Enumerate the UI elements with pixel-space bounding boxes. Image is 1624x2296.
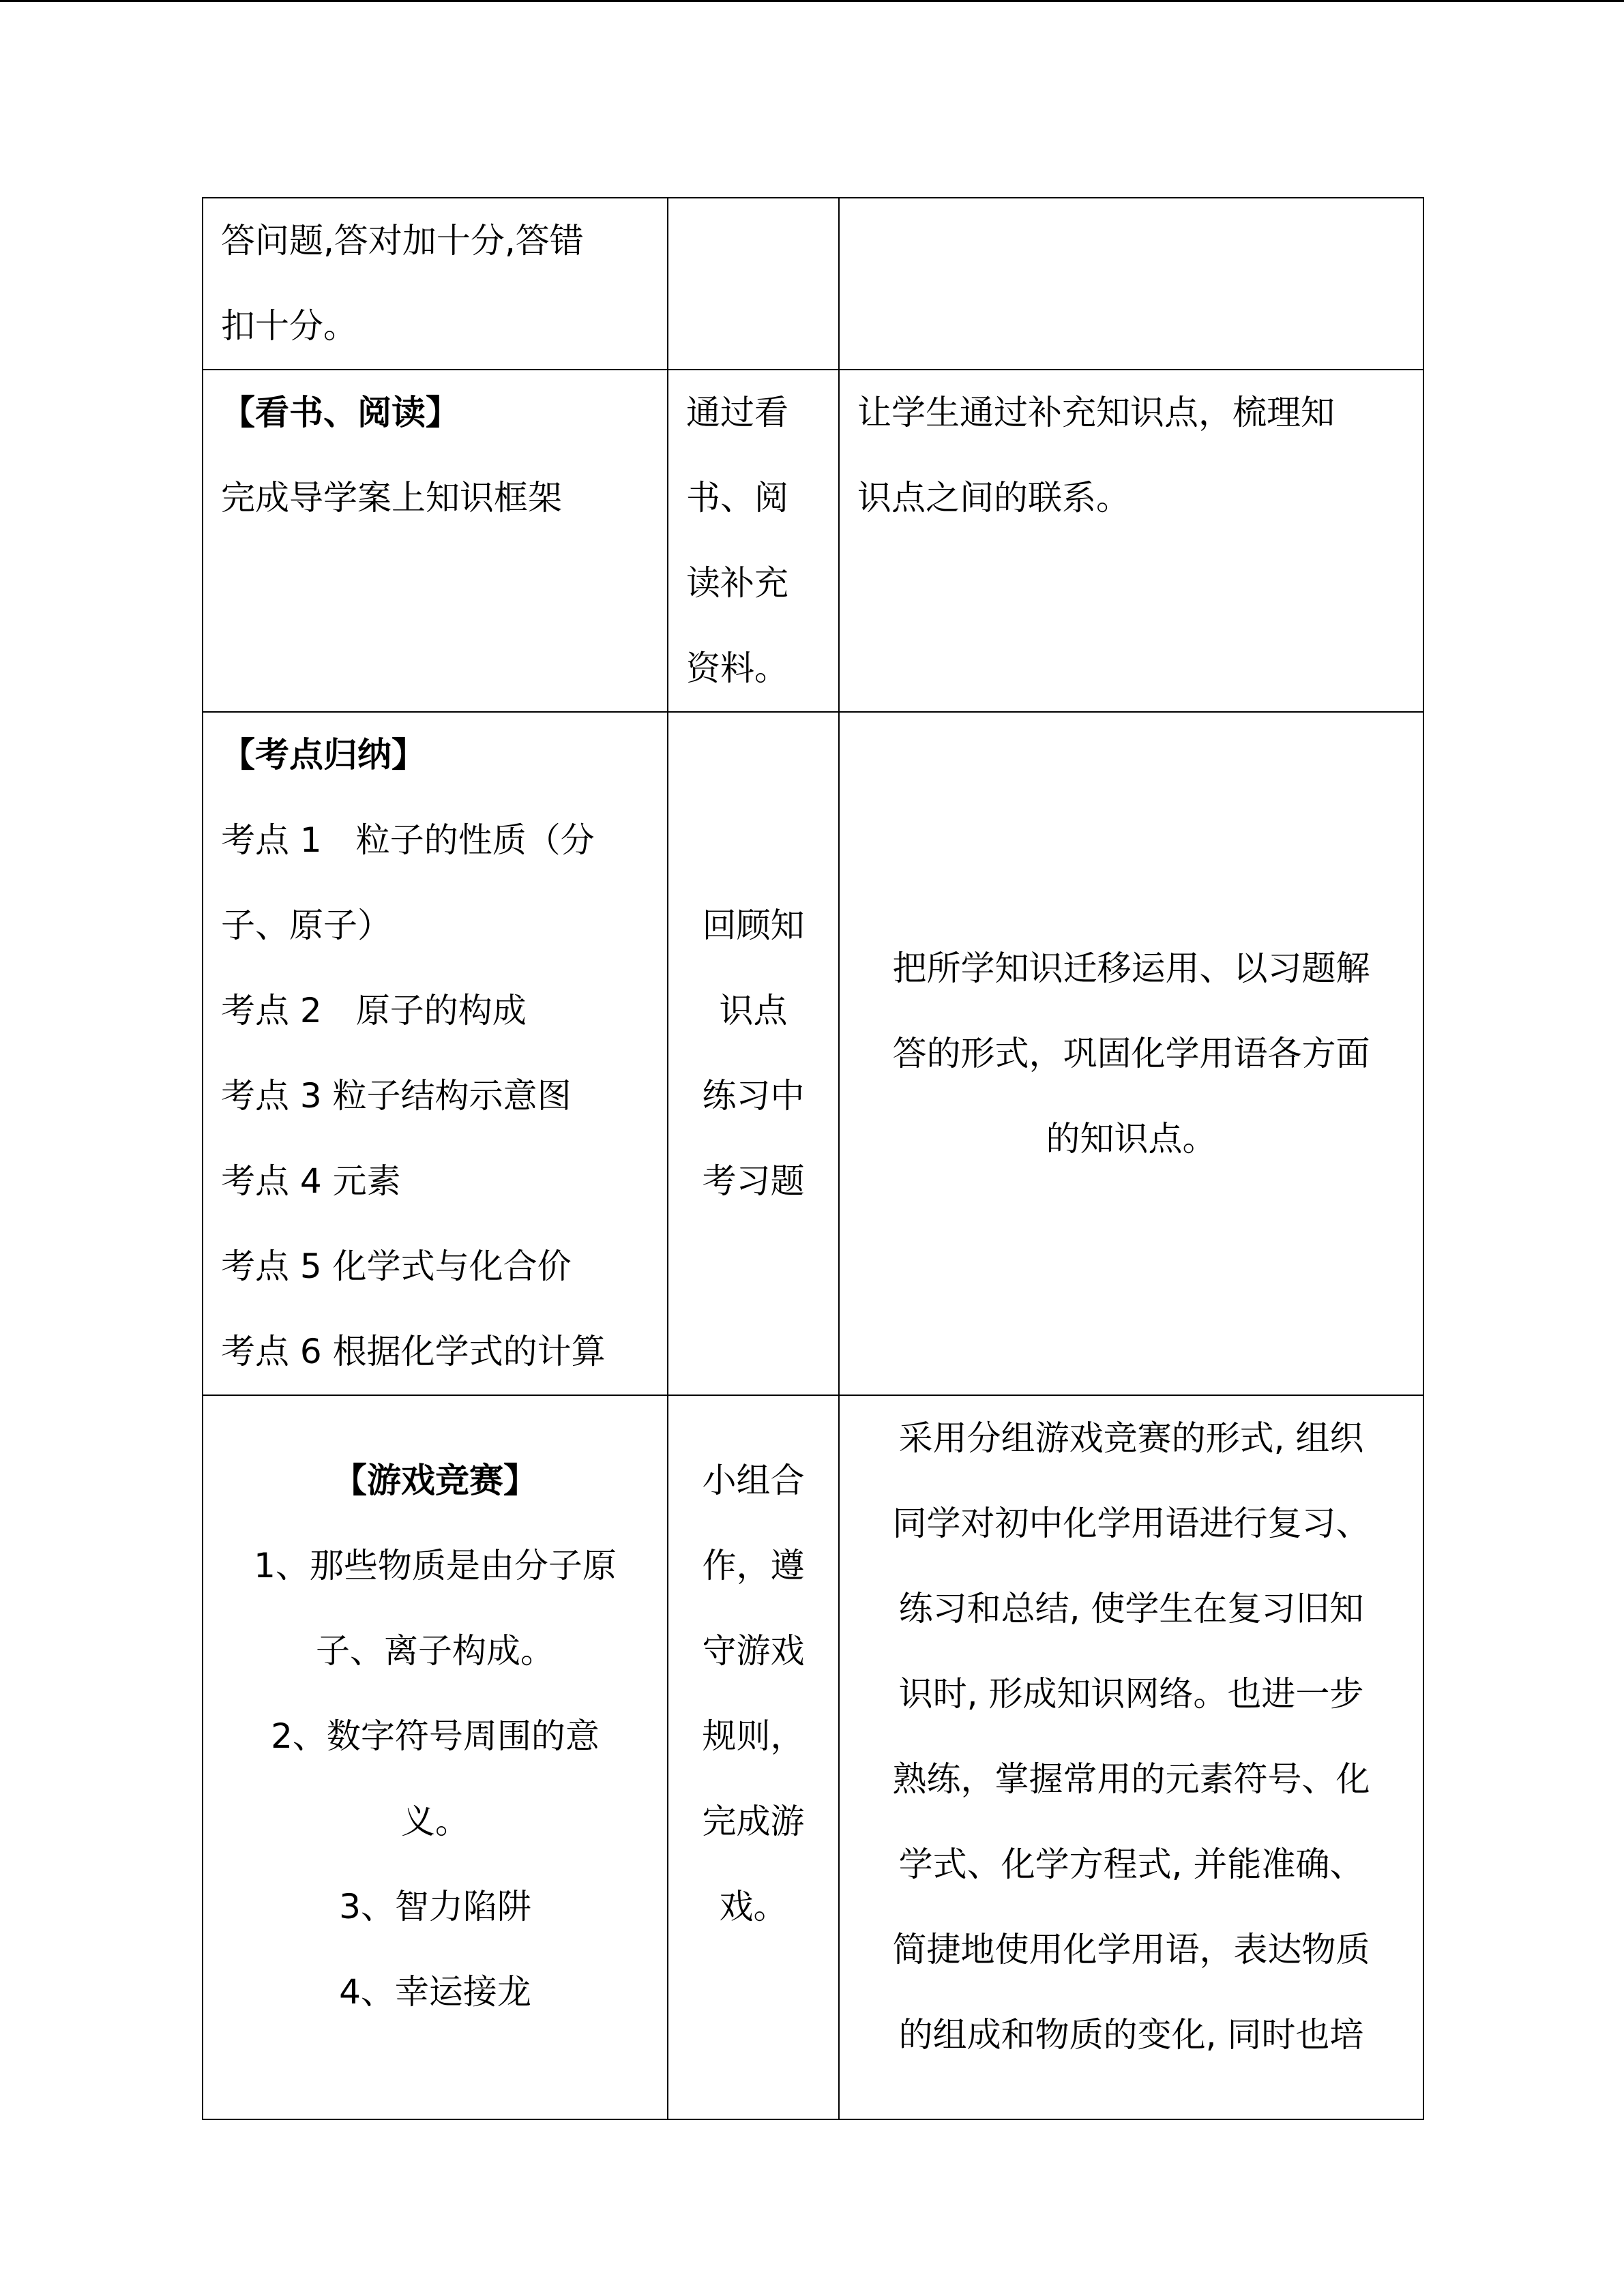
text-line: 考点 6 根据化学式的计算 xyxy=(221,1332,606,1371)
text-line: 小组合 xyxy=(702,1461,805,1500)
table-row-game xyxy=(203,1395,1423,2119)
text-line: 考点 5 化学式与化合价 xyxy=(221,1247,572,1286)
text-line: 考点 3 粒子结构示意图 xyxy=(221,1076,572,1116)
section-heading-game: 【游戏竞赛】 xyxy=(333,1461,537,1500)
text-line: 熟练，掌握常用的元素符号、化 xyxy=(892,1759,1370,1799)
cell-student-activity xyxy=(668,370,839,712)
text-line: 书、阅 xyxy=(686,478,788,518)
text-line: 考点 4 元素 xyxy=(221,1161,401,1201)
text-line: 通过看 xyxy=(686,393,788,432)
cell-teacher-activity xyxy=(203,370,668,712)
text-line: 4、幸运接龙 xyxy=(339,1972,531,2012)
text-line: 的知识点。 xyxy=(1046,1118,1217,1159)
text-line: 考点 1 粒子的性质（分 xyxy=(221,820,595,860)
text-line: 资料。 xyxy=(686,648,788,688)
text-line: 的组成和物质的变化, 同时也培 xyxy=(898,2015,1364,2055)
text-line: 子、离子构成。 xyxy=(316,1631,555,1671)
section-heading-key-points: 【考点归纳】 xyxy=(221,735,426,775)
text-line: 识时, 形成知识网络。也进一步 xyxy=(898,1674,1364,1714)
text-line: 读补充 xyxy=(686,563,788,603)
text-line: 同学对初中化学用语进行复习、 xyxy=(892,1504,1370,1543)
text-line: 戏。 xyxy=(719,1887,788,1926)
text-line: 学式、化学方程式, 并能准确、 xyxy=(898,1845,1364,1884)
text-line: 把所学知识迁移运用、以习题解 xyxy=(892,948,1370,988)
text-line: 答问题,答对加十分,答错 xyxy=(221,221,584,260)
text-line: 识点 xyxy=(719,991,788,1030)
text-line: 子、原子） xyxy=(221,906,392,945)
cell-student-activity xyxy=(668,712,839,1395)
table-row-key-points xyxy=(203,712,1423,1395)
text-line: 识点之间的联系。 xyxy=(857,478,1130,518)
text-line: 采用分组游戏竞赛的形式, 组织 xyxy=(898,1418,1364,1458)
cell-design-intent xyxy=(839,370,1423,712)
text-line: 考习题 xyxy=(702,1161,805,1201)
cell-design-intent xyxy=(839,198,1423,370)
text-line: 2、数字符号周围的意 xyxy=(271,1716,600,1756)
cell-teacher-activity xyxy=(203,1395,668,2119)
section-heading-reading: 【看书、阅读】 xyxy=(221,393,460,432)
lesson-plan-table xyxy=(202,197,1424,2120)
text-line: 让学生通过补充知识点，梳理知 xyxy=(857,393,1335,432)
cell-design-intent xyxy=(839,712,1423,1395)
text-line: 完成游 xyxy=(702,1802,805,1841)
cell-student-activity xyxy=(668,1395,839,2119)
text-line: 回顾知 xyxy=(702,906,805,945)
cell-teacher-activity xyxy=(203,712,668,1395)
text-line: 作，遵 xyxy=(702,1546,805,1585)
table-row-reading xyxy=(203,370,1423,712)
cell-teacher-activity xyxy=(203,198,668,370)
text-line: 练习和总结, 使学生在复习旧知 xyxy=(898,1589,1364,1628)
text-line: 简捷地使用化学用语，表达物质 xyxy=(892,1930,1370,1969)
text-line: 完成导学案上知识框架 xyxy=(221,478,562,518)
cell-student-activity xyxy=(668,198,839,370)
text-line: 练习中 xyxy=(702,1076,805,1116)
text-line: 义。 xyxy=(401,1802,469,1841)
text-line: 答的形式，巩固化学用语各方面 xyxy=(892,1033,1370,1073)
text-line: 1、那些物质是由分子原 xyxy=(254,1546,617,1585)
text-line: 规则， xyxy=(702,1716,805,1756)
cell-design-intent xyxy=(839,1395,1423,2119)
text-line: 守游戏 xyxy=(702,1631,805,1671)
text-line: 扣十分。 xyxy=(221,306,357,346)
text-line: 3、智力陷阱 xyxy=(339,1887,531,1926)
text-line: 考点 2 原子的构成 xyxy=(221,991,527,1030)
table-row-scoring xyxy=(203,198,1423,370)
page-top-border xyxy=(0,0,1624,2)
